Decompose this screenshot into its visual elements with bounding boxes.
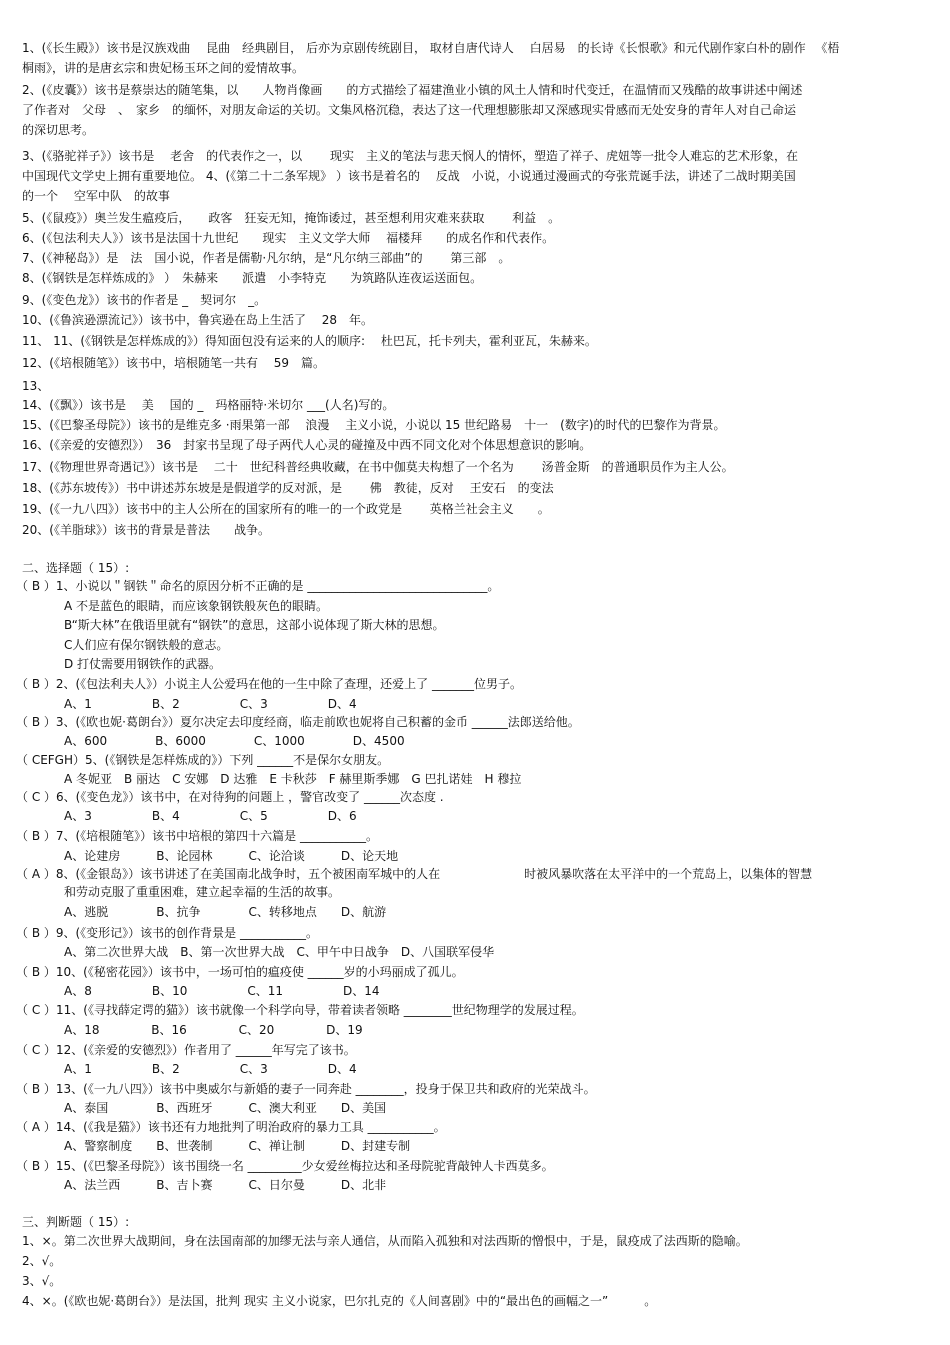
text-line: A、1 B、2 C、3 D、4 bbox=[16, 1062, 357, 1076]
text-line: 6、(《包法利夫人》）该书是法国十九世纪 现实 主义文学大师 福楼拜 的成名作和代表作。 bbox=[22, 231, 555, 245]
text-line: （ C ）6、(《变色龙》）该书中，在对待狗的问题上 ，警官改变了 ______次态度 . bbox=[16, 790, 444, 804]
text-line: （ B ）2、(《包法利夫人》）小说主人公爱玛在他的一生中除了查理，还爱上了 _______位男子。 bbox=[16, 677, 522, 691]
text-line: 19、(《一九八四》）该书中的主人公所在的国家所有的唯一的一个政党是 英格兰社会主义 。 bbox=[22, 502, 550, 516]
text-line: 16、(《亲爱的安德烈》） 36 封家书呈现了母子两代人心灵的碰撞及中西不同文化对个体思想意识的影响。 bbox=[22, 438, 592, 452]
text-line: 的一个 空军中队 的故事 bbox=[22, 189, 170, 203]
text-line: 20、(《羊脂球》）该书的背景是普法 战争。 bbox=[22, 523, 270, 537]
text-line: A、1 B、2 C、3 D、4 bbox=[16, 697, 357, 711]
text-line: 3、√。 bbox=[22, 1274, 62, 1288]
text-line: 12、(《培根随笔》）该书中，培根随笔一共有 59 篇。 bbox=[22, 356, 326, 370]
text-line: （ A ）14、(《我是猫》）该书还有力地批判了明治政府的暴力工具 ___________。 bbox=[16, 1120, 446, 1134]
text-line: （ B ）7、(《培根随笔》）该书中培根的第四十六篇是 ___________。 bbox=[16, 829, 378, 843]
text-line: 4、×。(《欧也妮·葛朗台》）是法国，批判 现实 主义小说家，巴尔扎克的《人间喜剧》中的“最出色的画幅之一” 。 bbox=[22, 1294, 657, 1308]
text-line: 15、(《巴黎圣母院》）该书的是维克多 ·雨果第一部 浪漫 主义小说，小说以 15 世纪路易 十一 (数字)的时代的巴黎作为背景。 bbox=[22, 418, 726, 432]
text-line: （ C ）11、(《寻找薛定谔的猫》）该书就像一个科学向导，带着读者领略 ________世纪物理学的发展过程。 bbox=[16, 1003, 584, 1017]
text-line: 17、(《物理世界奇遇记》）该书是 二十 世纪科普经典收藏，在书中伽莫夫构想了一个名为 汤普金斯 的普通职员作为主人公。 bbox=[22, 460, 734, 474]
text-line: A、8 B、10 C、11 D、14 bbox=[16, 984, 380, 998]
text-line: （ B ）13、(《一九八四》）该书中奥威尔与新婚的妻子一同奔赴 ________，投身于保卫共和政府的光荣战斗。 bbox=[16, 1082, 596, 1096]
text-line: A、泰国 B、西班牙 C、澳大利亚 D、美国 bbox=[16, 1101, 387, 1115]
text-line: 三、判断题（ 15）: bbox=[22, 1215, 130, 1229]
text-line: 18、(《苏东坡传》）书中讲述苏东坡是是假道学的反对派，是 佛 教徒，反对 王安石 的变法 bbox=[22, 481, 554, 495]
text-line: D 打仗需要用钢铁作的武器。 bbox=[16, 657, 222, 671]
text-line: 了作者对 父母 、 家乡 的缅怀，对朋友命运的关切。文集风格沉稳，表达了这一代理想膨胀却又深感现实骨感而无处安身的青年人对自己命运 bbox=[22, 103, 797, 117]
text-line: 13、 bbox=[22, 379, 50, 393]
text-line: 7、(《神秘岛》）是 法 国小说，作者是儒勒·凡尔纳，是“凡尔纳三部曲”的 第三部 。 bbox=[22, 251, 511, 265]
text-line: 9、(《变色龙》）该书的作者是 _ 契诃尔 _。 bbox=[22, 293, 267, 307]
text-line: （ CEFGH）5、(《钢铁是怎样炼成的》）下列 ______不是保尔女朋友。 bbox=[16, 753, 390, 767]
text-line: （ C ）12、(《亲爱的安德烈》）作者用了 ______年写完了该书。 bbox=[16, 1043, 356, 1057]
text-line: （ B ）15、(《巴黎圣母院》）该书围绕一名 _________少女爱丝梅拉达和圣母院驼背敲钟人卡西莫多。 bbox=[16, 1159, 554, 1173]
text-line: A、警察制度 B、世袭制 C、禅让制 D、封建专制 bbox=[16, 1139, 411, 1153]
text-line: B“斯大林”在俄语里就有“钢铁”的意思，这部小说体现了斯大林的思想。 bbox=[16, 618, 445, 632]
text-line: 和劳动克服了重重困难，建立起幸福的生活的故事。 bbox=[16, 885, 341, 899]
text-line: （ B ）9、(《变形记》）该书的创作背景是 ___________。 bbox=[16, 926, 318, 940]
text-line: A、逃脱 B、抗争 C、转移地点 D、航游 bbox=[16, 905, 387, 919]
text-line: A 不是蓝色的眼睛，而应该象钢铁般灰色的眼睛。 bbox=[16, 599, 329, 613]
text-line: （ B ）10、(《秘密花园》）该书中，一场可怕的瘟疫使 ______岁的小玛丽成了孤儿。 bbox=[16, 965, 464, 979]
text-line: 10、(《鲁滨逊漂流记》）该书中，鲁宾逊在岛上生活了 28 年。 bbox=[22, 313, 374, 327]
text-line: A、3 B、4 C、5 D、6 bbox=[16, 809, 357, 823]
text-line: 1、(《长生殿》）该书是汉族戏曲 昆曲 经典剧目， 后亦为京剧传统剧目， 取材自唐代诗人 白居易 的长诗《长恨歌》和元代剧作家白朴的剧作 《梧 bbox=[22, 41, 840, 55]
text-line: 14、(《飘》）该书是 美 国的 _ 玛格丽特·米切尔 ___(人名)写的。 bbox=[22, 398, 395, 412]
text-line: 5、(《鼠疫》）奥兰发生瘟疫后， 政客 狂妄无知，掩饰诿过，甚至想利用灾难来获取 利益 。 bbox=[22, 211, 561, 225]
text-line: 11、 11、(《钢铁是怎样炼成的》）得知面包没有运来的人的顺序: 杜巴瓦，托卡列夫，霍利亚瓦，朱赫来。 bbox=[22, 334, 603, 348]
text-line: A、论建房 B、论园林 C、论洽谈 D、论天地 bbox=[16, 849, 399, 863]
text-line: 2、(《皮囊》）该书是蔡崇达的随笔集，以 人物肖像画 的方式描绘了福建渔业小镇的风土人情和时代变迁，在温情而又残酷的故事讲述中阐述 bbox=[22, 83, 803, 97]
text-line: （ B ）1、小说以＂钢铁＂命名的原因分析不正确的是 ______________________________。 bbox=[16, 579, 500, 593]
text-line: 二、选择题（ 15）: bbox=[22, 561, 130, 575]
text-line: 桐雨》，讲的是唐玄宗和贵妃杨玉环之间的爱情故事。 bbox=[22, 61, 305, 75]
text-line: A 冬妮亚 B 丽达 C 安娜 D 达雅 E 卡秋莎 F 赫里斯季娜 G 巴扎诺娃 H 穆拉 bbox=[16, 772, 522, 786]
text-line: 中国现代文学史上拥有重要地位。 4、(《第二十二条军规》 ）该书是着名的 反战 小说，小说通过漫画式的夸张荒诞手法，讲述了二战时期美国 bbox=[22, 169, 796, 183]
text-line: （ B ）3、(《欧也妮·葛朗台》）夏尔决定去印度经商，临走前欧也妮将自己积蓄的金币 ______法郎送给他。 bbox=[16, 715, 580, 729]
text-line: A、600 B、6000 C、1000 D、4500 bbox=[16, 734, 405, 748]
text-line: 2、√。 bbox=[22, 1254, 62, 1268]
text-line: A、法兰西 B、吉卜赛 C、日尔曼 D、北非 bbox=[16, 1178, 387, 1192]
text-line: C人们应有保尔钢铁般的意志。 bbox=[16, 638, 229, 652]
text-line: 3、(《骆驼祥子》）该书是 老舍 的代表作之一，以 现实 主义的笔法与悲天悯人的情怀，塑造了祥子、虎妞等一批令人难忘的艺术形象，在 bbox=[22, 149, 798, 163]
text-line: A、18 B、16 C、20 D、19 bbox=[16, 1023, 363, 1037]
text-line: （ A ）8、(《金银岛》）该书讲述了在美国南北战争时，五个被困南军城中的人在 时被风暴吹落在太平洋中的一个荒岛上，以集体的智慧 bbox=[16, 867, 813, 881]
text-line: A、第二次世界大战 B、第一次世界大战 C、甲午中日战争 D、八国联军侵华 bbox=[16, 945, 495, 959]
text-line: 8、(《钢铁是怎样炼成的》 ） 朱赫来 派遣 小李特克 为筑路队连夜运送面包。 bbox=[22, 271, 483, 285]
text-line: 1、×。第二次世界大战期间，身在法国南部的加缪无法与亲人通信，从而陷入孤独和对法西斯的憎恨中，于是，鼠疫成了法西斯的隐喻。 bbox=[22, 1234, 748, 1248]
text-line: 的深切思考。 bbox=[22, 123, 95, 137]
